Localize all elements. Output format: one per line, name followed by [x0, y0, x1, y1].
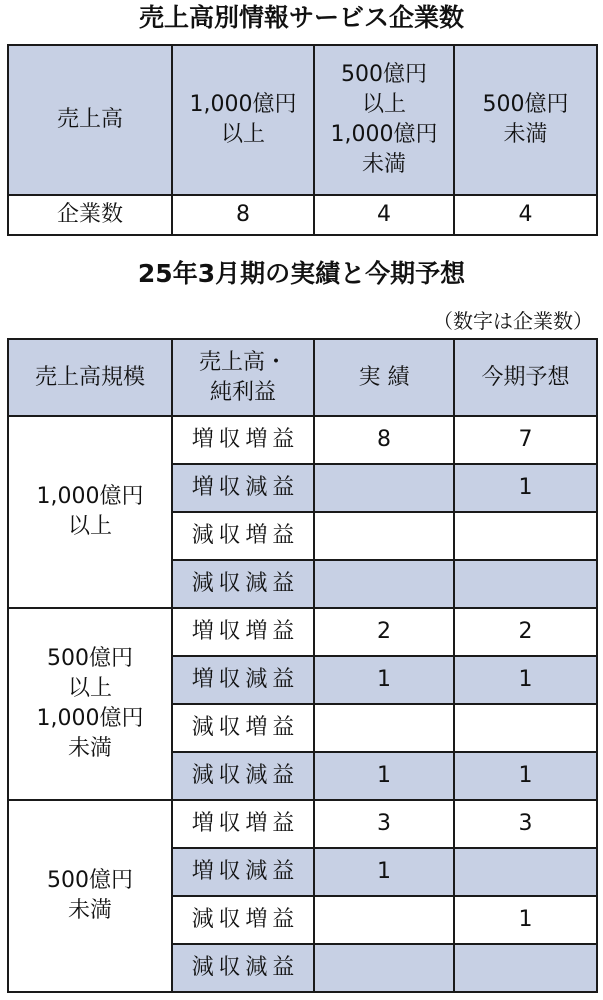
type-cell: 減収減益 — [172, 752, 314, 800]
table2-title: 25年3月期の実績と今期予想 — [137, 259, 466, 288]
forecast-cell: 1 — [454, 752, 597, 800]
actual-cell: 1 — [314, 848, 454, 896]
type-cell: 増収増益 — [172, 800, 314, 848]
actual-cell — [314, 704, 454, 752]
header-scale: 売上高規模 — [8, 339, 172, 416]
companies-by-revenue-table — [7, 44, 598, 236]
type-cell: 減収減益 — [172, 944, 314, 992]
header-revenue-profit: 売上高・ 純利益 — [172, 339, 314, 416]
header-1000oku-over: 1,000億円 以上 — [172, 45, 314, 195]
row-label-company-count: 企業数 — [8, 195, 172, 235]
unit-note: （数字は企業数） — [433, 309, 593, 333]
actual-cell: 1 — [314, 656, 454, 704]
forecast-cell: 1 — [454, 464, 597, 512]
type-cell: 増収増益 — [172, 416, 314, 464]
count-cell: 4 — [454, 195, 597, 235]
forecast-cell — [454, 560, 597, 608]
type-cell: 減収増益 — [172, 512, 314, 560]
header-actual: 実 績 — [314, 339, 454, 416]
actual-cell — [314, 512, 454, 560]
type-cell: 減収増益 — [172, 896, 314, 944]
actual-cell: 1 — [314, 752, 454, 800]
forecast-cell: 2 — [454, 608, 597, 656]
actual-cell: 2 — [314, 608, 454, 656]
header-revenue: 売上高 — [8, 45, 172, 195]
forecast-cell: 7 — [454, 416, 597, 464]
header-500-1000oku: 500億円 以上 1,000億円 未満 — [314, 45, 454, 195]
forecast-cell: 3 — [454, 800, 597, 848]
type-cell: 増収減益 — [172, 848, 314, 896]
table1-title: 売上高別情報サービス企業数 — [138, 3, 464, 32]
actual-cell: 8 — [314, 416, 454, 464]
actual-cell — [314, 464, 454, 512]
results-forecast-table — [7, 338, 598, 993]
forecast-cell: 1 — [454, 896, 597, 944]
actual-cell — [314, 896, 454, 944]
forecast-cell — [454, 848, 597, 896]
count-cell: 8 — [172, 195, 314, 235]
type-cell: 減収増益 — [172, 704, 314, 752]
forecast-cell — [454, 512, 597, 560]
actual-cell: 3 — [314, 800, 454, 848]
forecast-cell — [454, 704, 597, 752]
type-cell: 減収減益 — [172, 560, 314, 608]
actual-cell — [314, 560, 454, 608]
type-cell: 増収増益 — [172, 608, 314, 656]
count-cell: 4 — [314, 195, 454, 235]
group-label-500-1000oku: 500億円 以上 1,000億円 未満 — [8, 608, 172, 800]
type-cell: 増収減益 — [172, 464, 314, 512]
forecast-cell — [454, 944, 597, 992]
group-label-1000oku-over: 1,000億円 以上 — [8, 416, 172, 608]
forecast-cell: 1 — [454, 656, 597, 704]
group-label-under-500oku: 500億円 未満 — [8, 800, 172, 992]
header-forecast: 今期予想 — [454, 339, 597, 416]
actual-cell — [314, 944, 454, 992]
header-under-500oku: 500億円 未満 — [454, 45, 597, 195]
type-cell: 増収減益 — [172, 656, 314, 704]
